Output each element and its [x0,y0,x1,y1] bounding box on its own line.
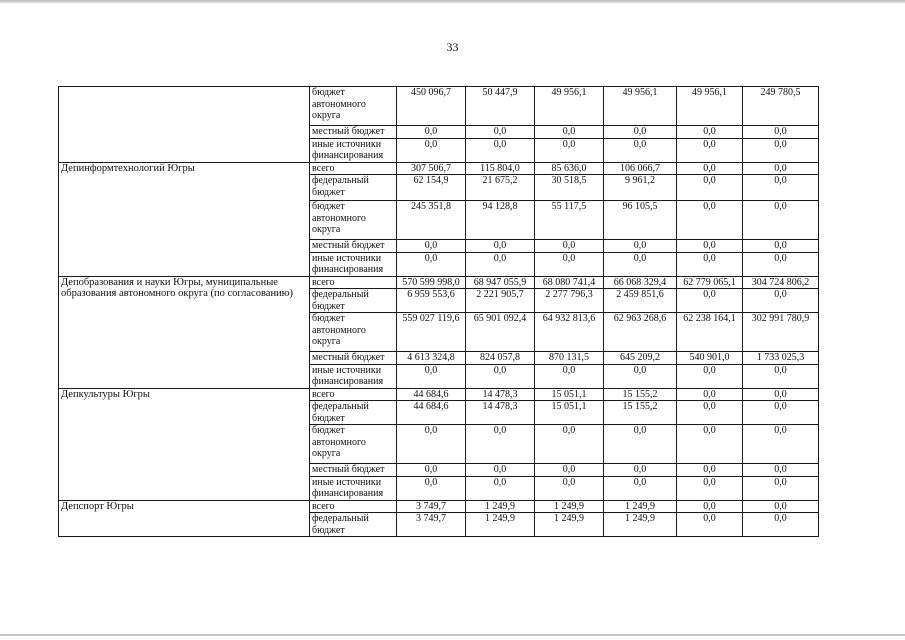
value-cell: 0,0 [677,476,743,500]
source-cell: всего [310,162,397,175]
value-cell: 0,0 [677,252,743,276]
value-cell: 0,0 [743,252,819,276]
source-cell: федеральный бюджет [310,401,397,425]
value-cell: 44 684,6 [397,401,466,425]
value-cell: 65 901 092,4 [466,313,535,352]
org-cell: Депкультуры Югры [59,388,310,500]
value-cell: 62 238 164,1 [677,313,743,352]
value-cell: 0,0 [677,289,743,313]
value-cell: 0,0 [743,175,819,201]
source-cell: всего [310,276,397,289]
value-cell: 0,0 [535,425,604,464]
org-cell: Депинформтехнологий Югры [59,162,310,276]
value-cell: 0,0 [743,201,819,240]
value-cell: 0,0 [604,425,677,464]
value-cell: 450 096,7 [397,87,466,126]
value-cell: 14 478,3 [466,388,535,401]
value-cell: 55 117,5 [535,201,604,240]
value-cell: 0,0 [535,364,604,388]
value-cell: 62 779 065,1 [677,276,743,289]
value-cell: 15 051,1 [535,388,604,401]
value-cell: 0,0 [604,252,677,276]
source-cell: местный бюджет [310,126,397,139]
source-cell: иные источники финансирования [310,252,397,276]
value-cell: 0,0 [743,162,819,175]
value-cell: 0,0 [535,138,604,162]
source-cell: федеральный бюджет [310,289,397,313]
value-cell: 0,0 [743,513,819,537]
table-row [59,162,819,175]
value-cell: 0,0 [466,464,535,477]
value-cell: 0,0 [397,425,466,464]
value-cell: 0,0 [743,476,819,500]
value-cell: 0,0 [743,138,819,162]
value-cell: 0,0 [397,364,466,388]
value-cell: 1 249,9 [535,513,604,537]
value-cell: 540 901,0 [677,352,743,365]
value-cell: 49 956,1 [535,87,604,126]
value-cell: 68 080 741,4 [535,276,604,289]
value-cell: 49 956,1 [677,87,743,126]
value-cell: 0,0 [677,364,743,388]
value-cell: 0,0 [466,138,535,162]
value-cell: 94 128,8 [466,201,535,240]
value-cell: 0,0 [677,201,743,240]
source-cell: всего [310,500,397,513]
value-cell: 0,0 [397,126,466,139]
source-cell: местный бюджет [310,352,397,365]
value-cell: 14 478,3 [466,401,535,425]
value-cell: 870 131,5 [535,352,604,365]
value-cell: 2 459 851,6 [604,289,677,313]
value-cell: 307 506,7 [397,162,466,175]
budget-table-body [59,87,819,537]
value-cell: 0,0 [535,240,604,253]
value-cell: 15 155,2 [604,388,677,401]
value-cell: 0,0 [743,401,819,425]
value-cell: 0,0 [743,425,819,464]
org-cell [59,87,310,163]
scan-edge-bottom [0,634,905,636]
value-cell: 0,0 [397,240,466,253]
value-cell: 0,0 [535,464,604,477]
value-cell: 0,0 [466,476,535,500]
value-cell: 66 068 329,4 [604,276,677,289]
scan-edge-top [0,0,905,4]
value-cell: 0,0 [466,126,535,139]
source-cell: федеральный бюджет [310,513,397,537]
org-cell: Депобразования и науки Югры, муниципальные образования автономного округа (по согласованию) [59,276,310,388]
value-cell: 0,0 [535,476,604,500]
value-cell: 0,0 [677,401,743,425]
source-cell: местный бюджет [310,240,397,253]
table-row [59,87,819,126]
value-cell: 62 154,9 [397,175,466,201]
page-number: 33 [446,40,459,54]
value-cell: 68 947 055,9 [466,276,535,289]
source-cell: иные источники финансирования [310,138,397,162]
value-cell: 0,0 [677,425,743,464]
value-cell: 0,0 [604,126,677,139]
value-cell: 302 991 780,9 [743,313,819,352]
value-cell: 0,0 [677,464,743,477]
source-cell: иные источники финансирования [310,364,397,388]
org-cell: Депспорт Югры [59,500,310,537]
value-cell: 0,0 [677,513,743,537]
source-cell: бюджет автономного округа [310,313,397,352]
value-cell: 0,0 [604,464,677,477]
value-cell: 0,0 [466,364,535,388]
source-cell: всего [310,388,397,401]
value-cell: 0,0 [743,500,819,513]
value-cell: 9 961,2 [604,175,677,201]
source-cell: бюджет автономного округа [310,425,397,464]
value-cell: 3 749,7 [397,500,466,513]
value-cell: 0,0 [604,240,677,253]
value-cell: 0,0 [397,138,466,162]
value-cell: 3 749,7 [397,513,466,537]
value-cell: 0,0 [677,388,743,401]
value-cell: 0,0 [466,425,535,464]
value-cell: 49 956,1 [604,87,677,126]
value-cell: 21 675,2 [466,175,535,201]
value-cell: 249 780,5 [743,87,819,126]
value-cell: 1 249,9 [604,500,677,513]
value-cell: 106 066,7 [604,162,677,175]
source-cell: федеральный бюджет [310,175,397,201]
value-cell: 0,0 [677,126,743,139]
value-cell: 2 277 796,3 [535,289,604,313]
value-cell: 0,0 [743,388,819,401]
source-cell: бюджет автономного округа [310,87,397,126]
value-cell: 0,0 [677,138,743,162]
value-cell: 0,0 [677,162,743,175]
source-cell: бюджет автономного округа [310,201,397,240]
table-row [59,388,819,401]
value-cell: 4 613 324,8 [397,352,466,365]
value-cell: 1 249,9 [535,500,604,513]
value-cell: 2 221 905,7 [466,289,535,313]
value-cell: 1 733 025,3 [743,352,819,365]
value-cell: 0,0 [743,240,819,253]
value-cell: 85 636,0 [535,162,604,175]
value-cell: 0,0 [397,476,466,500]
value-cell: 645 209,2 [604,352,677,365]
table-row [59,276,819,289]
budget-table [58,86,819,537]
value-cell: 96 105,5 [604,201,677,240]
table-row [59,500,819,513]
value-cell: 304 724 806,2 [743,276,819,289]
value-cell: 15 051,1 [535,401,604,425]
source-cell: местный бюджет [310,464,397,477]
value-cell: 0,0 [604,138,677,162]
value-cell: 0,0 [743,126,819,139]
value-cell: 1 249,9 [604,513,677,537]
value-cell: 0,0 [677,500,743,513]
value-cell: 0,0 [397,464,466,477]
value-cell: 1 249,9 [466,500,535,513]
value-cell: 0,0 [677,240,743,253]
value-cell: 0,0 [743,364,819,388]
value-cell: 570 599 998,0 [397,276,466,289]
value-cell: 1 249,9 [466,513,535,537]
value-cell: 62 963 268,6 [604,313,677,352]
value-cell: 0,0 [535,126,604,139]
value-cell: 245 351,8 [397,201,466,240]
value-cell: 30 518,5 [535,175,604,201]
value-cell: 50 447,9 [466,87,535,126]
value-cell: 0,0 [604,364,677,388]
value-cell: 0,0 [397,252,466,276]
value-cell: 0,0 [466,240,535,253]
value-cell: 6 959 553,6 [397,289,466,313]
value-cell: 0,0 [677,175,743,201]
source-cell: иные источники финансирования [310,476,397,500]
value-cell: 15 155,2 [604,401,677,425]
value-cell: 44 684,6 [397,388,466,401]
value-cell: 824 057,8 [466,352,535,365]
value-cell: 0,0 [604,476,677,500]
value-cell: 0,0 [743,289,819,313]
value-cell: 0,0 [466,252,535,276]
value-cell: 559 027 119,6 [397,313,466,352]
value-cell: 0,0 [535,252,604,276]
value-cell: 115 804,0 [466,162,535,175]
value-cell: 64 932 813,6 [535,313,604,352]
value-cell: 0,0 [743,464,819,477]
